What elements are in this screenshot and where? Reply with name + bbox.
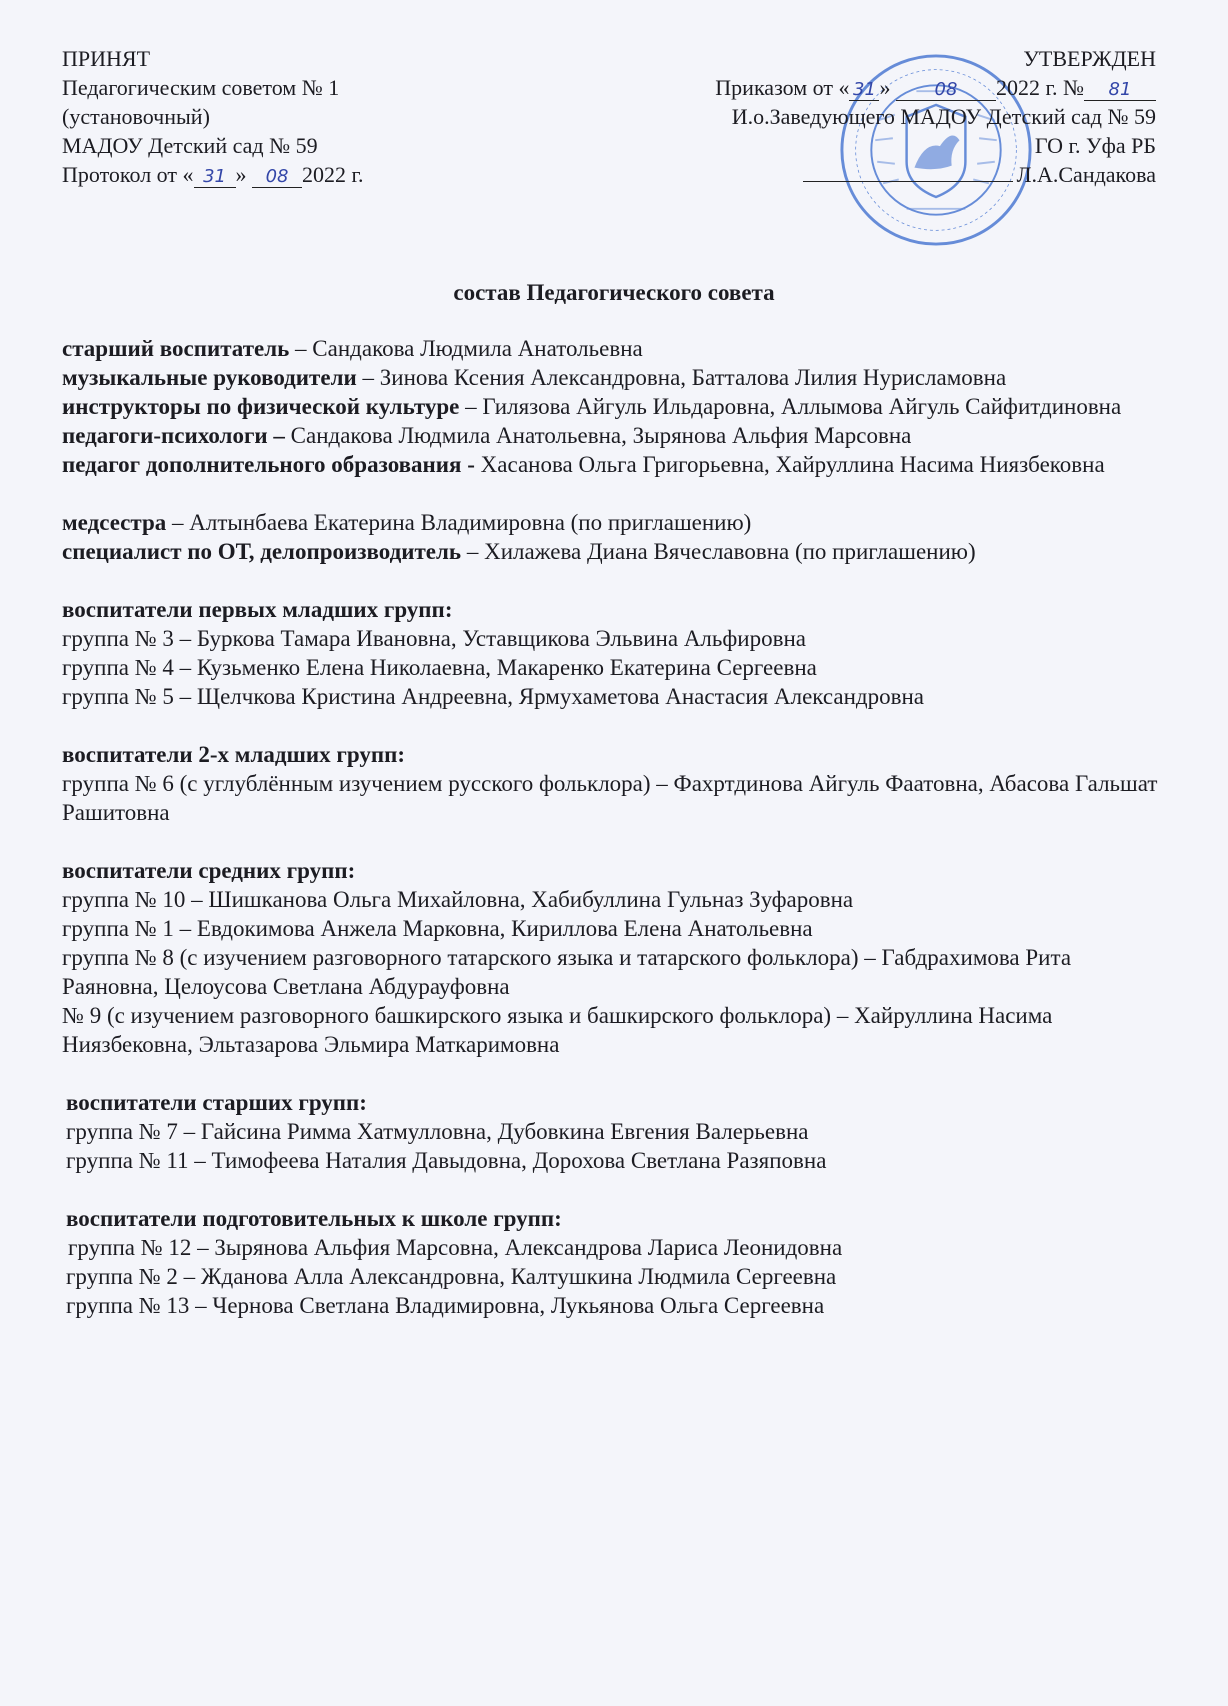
spacer xyxy=(62,566,1172,595)
approval-block-right xyxy=(715,44,1156,189)
protocol-month: 08 xyxy=(252,167,302,188)
signature-blank xyxy=(803,161,1013,182)
group-row: группа № 6 (с углублённым изучением русского фольклора) – Фахртдинова Айгуль Фаатовна, Абасова Гальшат Рашитовна xyxy=(62,771,1158,825)
council-type: (установочный) xyxy=(62,104,210,129)
member-row: медсестра – Алтынбаева Екатерина Владимировна (по приглашению) xyxy=(62,510,752,535)
institution-line: МАДОУ Детский сад № 59 xyxy=(62,133,318,158)
member-row: инструкторы по физической культуре – Гилязова Айгуль Ильдаровна, Аллымова Айгуль Сайфитдиновна xyxy=(62,394,1122,419)
order-month: 08 xyxy=(896,80,996,101)
spacer xyxy=(62,711,1172,740)
group-row: группа № 4 – Кузьменко Елена Николаевна, Макаренко Екатерина Сергеевна xyxy=(62,655,817,680)
group-row: группа № 3 – Буркова Тамара Ивановна, Уставщикова Эльвина Альфировна xyxy=(62,626,806,651)
member-row: педагог дополнительного образования - Хасанова Ольга Григорьевна, Хайруллина Насима Ниязбековна xyxy=(62,452,1105,477)
section-heading: воспитатели старших групп: xyxy=(66,1090,367,1115)
group-row: № 9 (с изучением разговорного башкирского языка и башкирского фольклора) – Хайруллина Насима Ниязбековна, Эльтазарова Эльмира Маткаримовна xyxy=(62,1003,1053,1057)
page-title: состав Педагогического совета xyxy=(453,280,775,305)
order-line: Приказом от « 31 » 08 2022 г. № 81 xyxy=(715,73,1156,102)
group-row: группа № 13 – Чернова Светлана Владимировна, Лукьянова Ольга Сергеевна xyxy=(66,1293,825,1318)
group-row: группа № 2 – Жданова Алла Александровна, Калтушкина Людмила Сергеевна xyxy=(66,1264,837,1289)
group-row: группа № 10 – Шишканова Ольга Михайловна, Хабибуллина Гульназ Зуфаровна xyxy=(62,887,854,912)
signature-line xyxy=(715,160,1156,189)
section-heading: воспитатели первых младших групп: xyxy=(62,597,453,622)
group-row: группа № 11 – Тимофеева Наталия Давыдовна, Дорохова Светлана Разяповна xyxy=(66,1148,827,1173)
order-number: 81 xyxy=(1084,80,1156,101)
city-line: ГО г. Уфа РБ xyxy=(1034,133,1156,158)
spacer xyxy=(62,1175,1172,1204)
section-heading: воспитатели 2-х младших групп: xyxy=(62,742,406,767)
council-line: Педагогическим советом № 1 xyxy=(62,75,340,100)
spacer xyxy=(62,479,1172,508)
protocol-day: 31 xyxy=(194,167,236,188)
group-row: группа № 12 – Зырянова Альфия Марсовна, Александрова Лариса Леонидовна xyxy=(68,1235,843,1260)
accepted-label: ПРИНЯТ xyxy=(62,46,151,71)
member-row: старший воспитатель – Сандакова Людмила Анатольевна xyxy=(62,336,643,361)
group-row: группа № 7 – Гайсина Римма Хатмулловна, Дубовкина Евгения Валерьевна xyxy=(66,1119,809,1144)
council-members-list xyxy=(62,334,1172,1320)
member-row: музыкальные руководители – Зинова Ксения Александровна, Батталова Лилия Нурисламовна xyxy=(62,365,1007,390)
group-row: группа № 1 – Евдокимова Анжела Марковна, Кириллова Елена Анатольевна xyxy=(62,916,813,941)
approval-block-left xyxy=(62,44,364,189)
protocol-line: Протокол от « 31 » 08 2022 г. xyxy=(62,162,364,187)
member-row: педагоги-психологи – Сандакова Людмила Анатольевна, Зырянова Альфия Марсовна xyxy=(62,423,912,448)
signatory-name: Л.А.Сандакова xyxy=(1016,162,1156,187)
spacer xyxy=(62,827,1172,856)
section-heading: воспитатели средних групп: xyxy=(62,858,356,883)
group-row: группа № 5 – Щелчкова Кристина Андреевна, Ярмухаметова Анастасия Александровна xyxy=(62,684,924,709)
spacer xyxy=(62,1059,1172,1088)
order-day: 31 xyxy=(849,80,879,101)
group-row: группа № 8 (с изучением разговорного татарского языка и татарского фольклора) – Габдрахимова Рита Раяновна, Целоусова Светлана Абдурауфовна xyxy=(62,945,1072,999)
approved-label: УТВЕРЖДЕН xyxy=(1023,46,1156,71)
member-row: специалист по ОТ, делопроизводитель – Хилажева Диана Вячеславовна (по приглашению) xyxy=(62,539,976,564)
section-heading: воспитатели подготовительных к школе групп: xyxy=(66,1206,562,1231)
acting-head-line: И.о.Заведующего МАДОУ Детский сад № 59 xyxy=(731,104,1156,129)
